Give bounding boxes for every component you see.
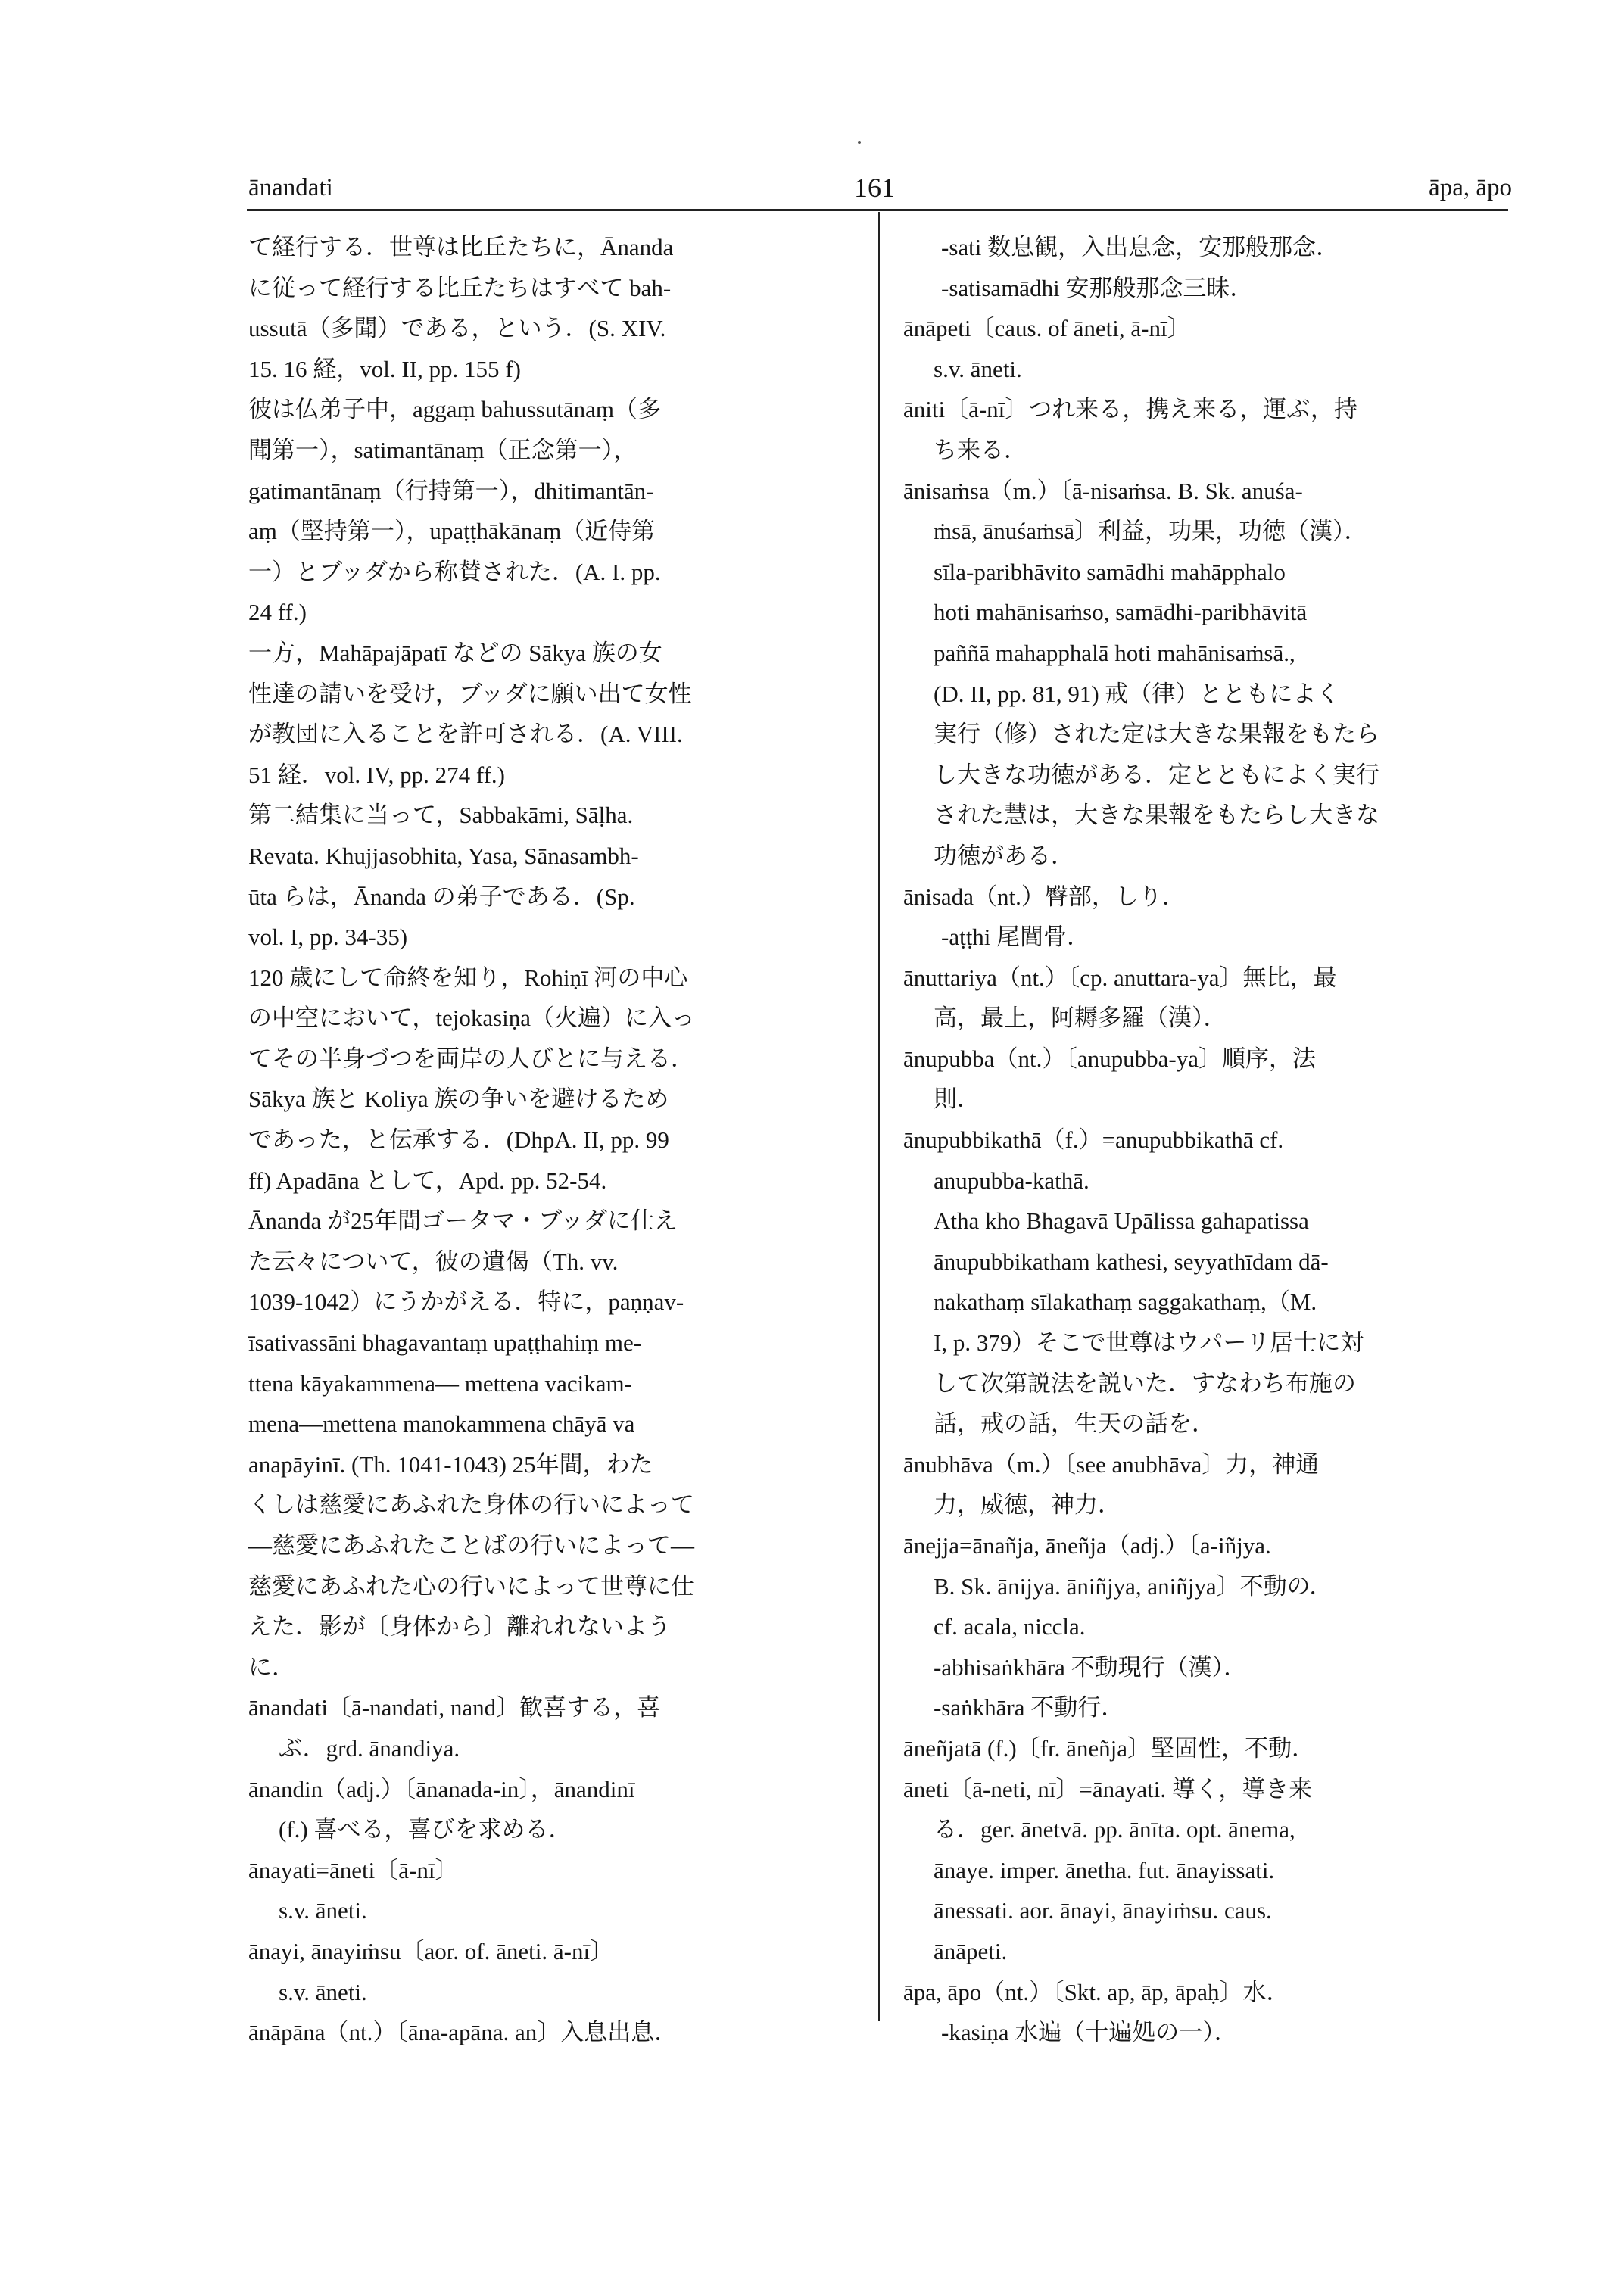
text-line: 実行（修）された定は大きな果報をもたら — [934, 721, 1379, 748]
text-line: anupubba-kathā. — [934, 1167, 1089, 1194]
text-line: -kasiṇa 水遍（十遍処の一）． — [941, 2019, 1238, 2046]
text-line: くしは慈愛にあふれた身体の行いによって — [248, 1491, 694, 1519]
text-line: -saṅkhāra 不動行． — [934, 1694, 1125, 1721]
text-line: ussutā（多聞）である，という．(S. XIV. — [248, 315, 666, 342]
text-line: Ānanda が25年間ゴータマ・ブッダに仕え — [248, 1207, 678, 1235]
text-line: ānessati. aor. ānayi, ānayiṁsu. caus. — [934, 1897, 1272, 1924]
text-line: gatimantānaṃ（行持第一），dhitimantān- — [248, 477, 654, 504]
text-line: 120 歳にして命終を知り，Rohiṇī 河の中心 — [248, 964, 688, 991]
text-line: 一）とブッダから称賛された．(A. I. pp. — [248, 558, 661, 585]
text-line: 功徳がある． — [934, 842, 1074, 869]
text-line: Sākya 族と Koliya 族の争いを避けるため — [248, 1086, 669, 1113]
text-line: cf. acala, niccla. — [934, 1613, 1086, 1640]
entry-headword-line: ānisaṁsa（m.）〔ā-nisaṁsa. B. Sk. anuśa- — [903, 477, 1303, 504]
text-line: ānupubbikatham kathesi, seyyathīdam dā- — [934, 1248, 1329, 1275]
text-line: てその半身づつを両岸の人びとに与える． — [248, 1045, 694, 1072]
text-line: た云々について，彼の遺偈（Th. vv. — [248, 1248, 619, 1275]
entry-headword-line: ānāpeti〔caus. of āneti, ā-nī〕 — [903, 315, 1191, 342]
text-line: -satisamādhi 安那般那念三昧． — [941, 274, 1254, 301]
text-line: aṃ（堅持第一），upaṭṭhākānaṃ（近侍第 — [248, 518, 656, 545]
text-line: ち来る． — [934, 436, 1027, 463]
text-line: ūta らは，Ānanda の弟子である．(Sp. — [248, 883, 635, 910]
text-line: された慧は，大きな果報をもたらし大きな — [934, 802, 1379, 829]
entry-headword-line: ānisada（nt.）臀部，しり． — [903, 883, 1186, 910]
column-divider — [878, 212, 880, 2021]
text-line: 51 経．vol. IV, pp. 274 ff.) — [248, 761, 505, 788]
entry-headword-line: āneti〔ā-neti, nī〕=ānayati. 導く，導き来 — [903, 1775, 1313, 1802]
text-line: 則． — [934, 1086, 980, 1113]
text-line: īsativassāni bhagavantaṃ upaṭṭhahiṃ me- — [248, 1329, 642, 1357]
running-head-left: ānandati — [248, 174, 333, 201]
text-line: -aṭṭhi 尾閭骨． — [941, 924, 1091, 951]
text-line: s.v. āneti. — [279, 1897, 367, 1924]
entry-headword-line: ānuttariya（nt.）〔cp. anuttara-ya〕無比，最 — [903, 964, 1337, 991]
text-line: て経行する．世尊は比丘たちに，Ānanda — [248, 234, 674, 260]
page-number: 161 — [854, 173, 895, 203]
text-line: (D. II, pp. 81, 91) 戒（律）とともによく — [934, 680, 1340, 707]
entry-headword-line: ānupubbikathā（f.）=anupubbikathā cf. — [903, 1126, 1284, 1154]
left-column — [248, 227, 858, 2053]
text-line: (f.) 喜べる，喜びを求める． — [279, 1816, 572, 1843]
text-line: 24 ff.) — [248, 599, 307, 626]
text-line: 15. 16 経，vol. II, pp. 155 f) — [248, 355, 521, 382]
header-rule — [247, 209, 1508, 211]
text-line: paññā mahapphalā hoti mahānisaṁsā., — [934, 639, 1295, 666]
text-line: 高，最上，阿耨多羅（漢）． — [934, 1005, 1227, 1032]
text-line: が教団に入ることを許可される．(A. VIII. — [248, 721, 683, 748]
text-line: る．ger. ānetvā. pp. ānīta. opt. ānema, — [934, 1816, 1295, 1843]
text-line: 性達の請いを受け，ブッダに願い出て女性 — [248, 680, 692, 707]
text-line: hoti mahānisaṁso, samādhi-paribhāvitā — [934, 599, 1308, 626]
text-line: vol. I, pp. 34-35) — [248, 924, 408, 951]
text-line: 第二結集に当って，Sabbakāmi, Sāḷha. — [248, 802, 634, 829]
text-line: B. Sk. ānijya. āniñjya, aniñjya〕不動の． — [934, 1572, 1333, 1600]
text-line: ぶ．grd. ānandiya. — [279, 1734, 460, 1762]
entry-headword-line: ānayi, ānayiṁsu〔aor. of. āneti. ā-nī〕 — [248, 1937, 614, 1964]
text-line: —慈愛にあふれたことばの行いによって— — [248, 1532, 694, 1559]
text-line: s.v. āneti. — [934, 355, 1022, 382]
text-line: ṁsā, ānuśaṁsā〕利益，功果，功徳（漢）． — [934, 518, 1368, 545]
text-line: sīla-paribhāvito samādhi mahāpphalo — [934, 558, 1286, 585]
text-line: I, p. 379）そこで世尊はウパーリ居士に対 — [934, 1329, 1364, 1357]
text-line: anapāyinī. (Th. 1041-1043) 25年間，わた — [248, 1450, 653, 1478]
entry-headword-line: āpa, āpo（nt.）〔Skt. ap, āp, āpaḥ〕水． — [903, 1978, 1290, 2005]
text-line: に． — [248, 1653, 295, 1681]
text-line: 彼は仏弟子中，aggaṃ bahussutānaṃ（多 — [248, 396, 662, 423]
text-line: -sati 数息観，入出息念，安那般那念． — [941, 234, 1340, 260]
text-line: して次第説法を説いた．すなわち布施の — [934, 1369, 1356, 1397]
entry-headword-line: ānayati=āneti〔ā-nī〕 — [248, 1856, 459, 1883]
entry-headword-line: ānandati〔ā-nandati, nand〕歓喜する，喜 — [248, 1694, 661, 1721]
text-line: Atha kho Bhagavā Upālissa gahapatissa — [934, 1207, 1309, 1235]
right-column — [903, 227, 1509, 2053]
entry-headword-line: ānandin（adj.）〔ānanada-in〕，ānandinī — [248, 1775, 635, 1802]
text-line: 力，威徳，神力． — [934, 1491, 1121, 1519]
text-line: ttena kāyakammena— mettena vacikam- — [248, 1369, 632, 1397]
text-line: えた．影が〔身体から〕離れれないよう — [248, 1613, 671, 1640]
text-line: し大きな功徳がある．定とともによく実行 — [934, 761, 1379, 788]
text-line: に従って経行する比丘たちはすべて bah- — [248, 274, 672, 301]
entry-headword-line: ānāpāna（nt.）〔āna-apāna. an〕入息出息． — [248, 2019, 678, 2046]
entry-headword-line: ānejja=ānañja, āneñja（adj.）〔a-iñjya. — [903, 1532, 1271, 1559]
text-line: 1039-1042）にうかがえる．特に，paṇṇav- — [248, 1288, 684, 1316]
text-line: ānāpeti. — [934, 1937, 1008, 1964]
text-line: 聞第一），satimantānaṃ（正念第一）， — [248, 436, 637, 463]
text-line: であった，と伝承する．(DhpA. II, pp. 99 — [248, 1126, 669, 1154]
text-line: 慈愛にあふれた心の行いによって世尊に仕 — [248, 1572, 694, 1600]
entry-headword-line: āneñjatā (f.)〔fr. āneñja〕堅固性，不動． — [903, 1734, 1316, 1762]
text-line: ff) Apadāna として，Apd. pp. 52-54. — [248, 1167, 607, 1194]
entry-headword-line: ānubhāva（m.）〔see anubhāva〕力，神通 — [903, 1450, 1320, 1478]
text-line: ānaye. imper. ānetha. fut. ānayissati. — [934, 1856, 1275, 1883]
text-line: Revata. Khujjasobhita, Yasa, Sānasambh- — [248, 842, 639, 869]
scan-speck — [858, 141, 861, 144]
text-line: s.v. āneti. — [279, 1978, 367, 2005]
text-line: 一方，Mahāpajāpatī などの Sākya 族の女 — [248, 639, 662, 666]
text-line: nakathaṃ sīlakathaṃ saggakathaṃ,（M. — [934, 1288, 1317, 1316]
text-line: -abhisaṅkhāra 不動現行（漢）． — [934, 1653, 1248, 1681]
entry-headword-line: āniti〔ā-nī〕つれ来る，携え来る，運ぶ，持 — [903, 396, 1357, 423]
running-head-right: āpa, āpo — [1429, 174, 1512, 201]
text-line: 話，戒の話，生天の話を． — [934, 1410, 1215, 1438]
text-line: mena—mettena manokammena chāyā va — [248, 1410, 635, 1438]
text-line: の中空において，tejokasiṇa（火遍）に入っ — [248, 1005, 696, 1032]
entry-headword-line: ānupubba（nt.）〔anupubba-ya〕順序，法 — [903, 1045, 1316, 1072]
